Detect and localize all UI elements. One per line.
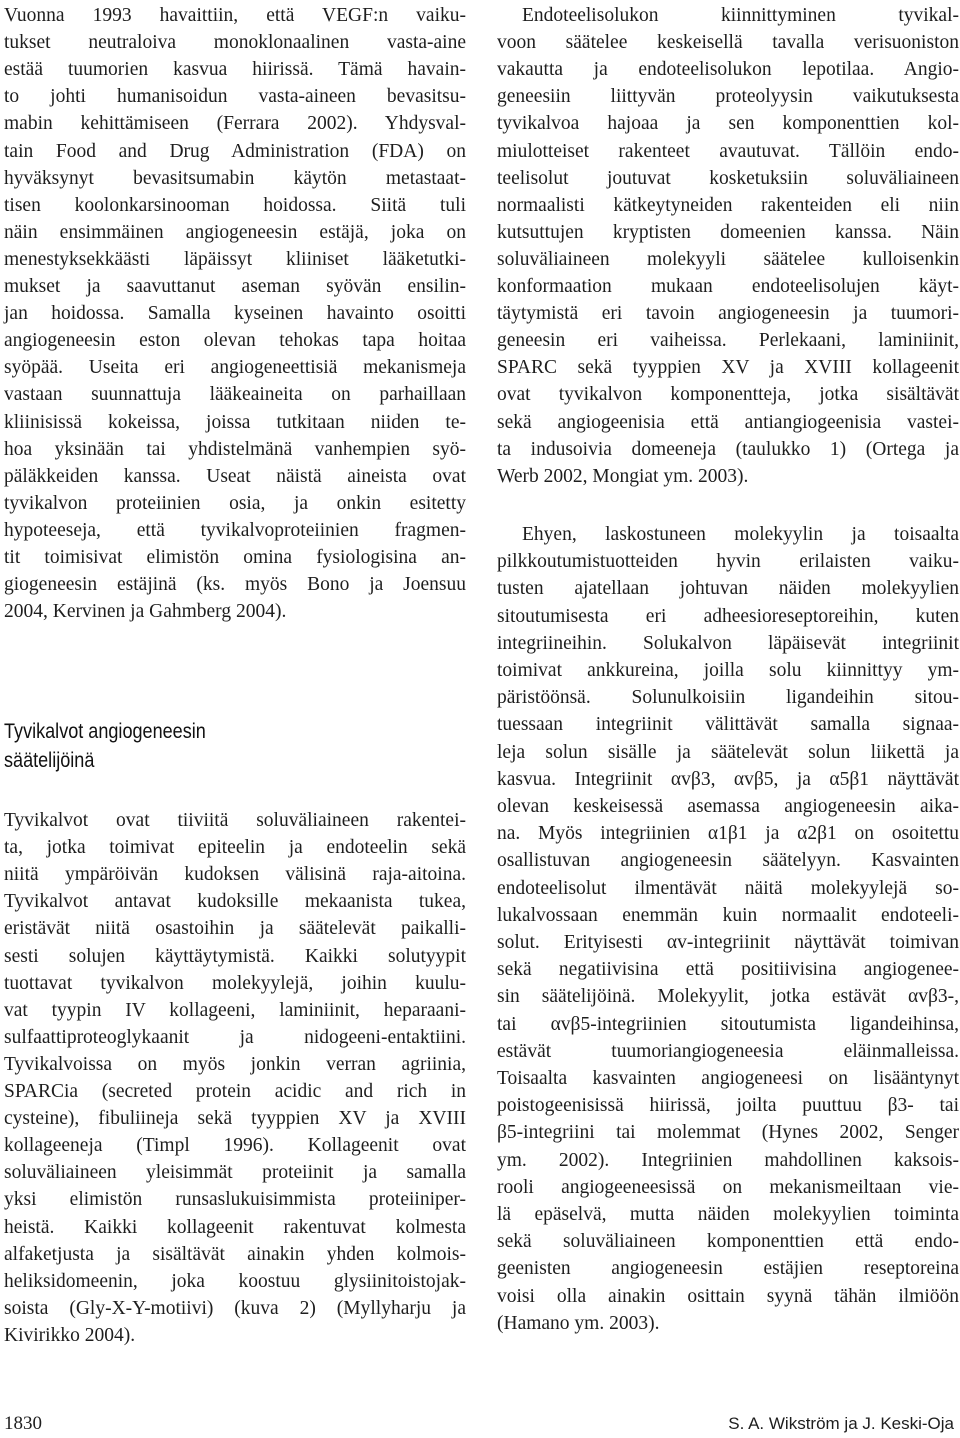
body-text-line: olevan keskeisessä asemassa angiogeneesin aika- — [497, 796, 959, 817]
body-text-line: tusten ajatellaan johtuvan näiden molekyylien — [497, 578, 959, 600]
body-text-line: estää tuumorien kasvua hiirissä. Tämä havain- — [4, 59, 466, 81]
body-text-line: menestyksekkäästi läpäissyt kliiniset lääketutki- — [4, 248, 466, 270]
body-text-line: Toisaalta kasvainten angiogeneesi on lisääntynyt — [497, 1068, 959, 1089]
body-text-line: Kivirikko 2004). — [4, 1324, 136, 1346]
body-text-line: näin ensimmäinen angiogeneesin estäjä, joka on — [4, 221, 466, 243]
body-text-line: Ehyen, laskostuneen molekyylin ja toisaalta — [522, 524, 959, 545]
body-text-line: Werb 2002, Mongiat ym. 2003). — [497, 465, 749, 487]
body-text-line: tit toimisivat elimistön omina fysiologisina an- — [4, 547, 466, 568]
body-text-line: β5-integriini tai molemmat (Hynes 2002, Senger — [497, 1122, 959, 1144]
body-text-line: endoteelisolut ilmentävät näitä molekyylejä so- — [497, 877, 959, 899]
body-text-line: heistä. Kaikki kollageenit rakentuvat kolmesta — [4, 1216, 466, 1238]
body-text-line: vakautta ja endoteelisolukon lepotilaa. Angio- — [497, 59, 959, 81]
body-text-line: voon säätelee keskeisellä tavalla verisuoniston — [497, 32, 959, 54]
body-text-line: geenisten angiogeneesin estäjien reseptoreina — [497, 1258, 959, 1280]
body-text-line: hypoteeseja, että tyvikalvoproteiinien fragmen- — [4, 519, 466, 541]
running-author: S. A. Wikström ja J. Keski-Oja — [728, 1414, 954, 1433]
body-text-line: pilkkoutumistuotteiden hyvin erilaisten vaiku- — [497, 551, 959, 573]
body-text-line: osallistuvan angiogeneesin säätelyyn. Kasvainten — [497, 850, 959, 872]
body-text-line: angiogeneesin eston olevan tehokas tapa hoitaa — [4, 330, 466, 352]
body-text-line: SPARCia (secreted protein acidic and rich in — [4, 1081, 466, 1102]
body-text-line: alfaketjusta ja sisältävät ainakin yhden kolmois- — [4, 1243, 466, 1265]
body-text-line: lä epäselvä, mutta näiden molekyylien toiminta — [497, 1204, 959, 1225]
body-text-line: soluväliaineen yleisimmät proteiinit ja samalla — [4, 1162, 466, 1184]
body-text-line: päläkkeiden kanssa. Useat näistä aineista ovat — [4, 465, 466, 487]
body-text-line: poistogeenisissä hiirissä, joilta puuttuu β3- tai — [497, 1095, 959, 1117]
body-text-line: sitoutumisesta eri adheesioreseptoreihin, kuten — [497, 605, 959, 627]
body-text-line: tain Food and Drug Administration (FDA) on — [4, 140, 466, 162]
body-text-line: lukalvossaan enemmän kuin normaalit endoteeli- — [497, 904, 959, 926]
body-text-line: rooli angiogeeneesissä on mekanismeiltaan vie- — [497, 1176, 959, 1198]
body-text-line: Vuonna 1993 havaittiin, että VEGF:n vaiku- — [4, 5, 466, 26]
body-text-line: soista (Gly-X-Y-motiivi) (kuva 2) (Myllyharju ja — [4, 1297, 466, 1319]
body-text-line: kliinisissä kokeissa, joissa tutkitaan niiden te- — [4, 411, 466, 433]
body-text-line: jan hoidossa. Samalla kyseinen havainto osoitti — [4, 303, 466, 325]
body-text-line: geneesiin liittyvän proteolyysin vaikutuksesta — [497, 86, 959, 108]
body-text-line: syöpää. Useita eri angiogeneettisiä mekanismeja — [4, 357, 466, 379]
body-text-line: konformaation mukaan endoteelisolujen käyt- — [497, 276, 959, 297]
section-heading: Tyvikalvot angiogeneesin — [4, 720, 206, 743]
body-text-line: Endoteelisolukon kiinnittyminen tyvikal- — [522, 5, 959, 26]
body-text-line: ovat tyvikalvon komponentteja, jotka sisältävät — [497, 384, 959, 406]
body-text-line: cysteine), fibuliineja sekä tyyppien XV ja XVIII — [4, 1108, 466, 1130]
body-text-line: leja solun sisälle ja säätelevät solun liikettä ja — [497, 741, 959, 763]
body-text-line: 2004, Kervinen ja Gahmberg 2004). — [4, 601, 287, 623]
body-text-line: sin säätelijöinä. Molekyylit, jotka estävät αvβ3-, — [497, 986, 959, 1008]
body-text-line: tai αvβ5-integriinien sitoutumista ligandeihinsa, — [497, 1013, 959, 1035]
body-text-line: tyvikalvon proteiinien osia, ja onkin esitetty — [4, 492, 466, 514]
body-text-line: sulfaattiproteoglykaanit ja nidogeeni-entaktiini. — [4, 1026, 466, 1048]
body-text-line: kutsuttujen kryptisten domeenien kanssa. Näin — [497, 221, 959, 243]
body-text-line: to johti humanisoidun vasta-aineen bevasitsu- — [4, 86, 466, 108]
body-text-line: Tyvikalvot antavat kudoksille mekaanista tukea, — [4, 891, 466, 913]
body-text-line: ym. 2002). Integriinien mahdollinen kaksois- — [497, 1149, 959, 1171]
body-text-line: voisi olla ainakin osittain syynä tähän ilmiöön — [497, 1285, 959, 1307]
body-text-line: tisen koolonkarsinooman hoidossa. Siitä tuli — [4, 194, 466, 216]
body-text-line: giogeneesin estäjinä (ks. myös Bono ja Joensuu — [4, 574, 466, 596]
body-text-line: sekä angiogeenisia että antiangiogeenisia vastei- — [497, 411, 959, 433]
body-text-line: täytymistä eri tavoin angiogeneesin ja tuumori- — [497, 303, 959, 325]
body-text-line: estävät tuumoriangiogeneesia eläinmalleissa. — [497, 1040, 959, 1062]
body-text-line: Tyvikalvot ovat tiiviitä soluväliaineen rakentei- — [4, 810, 466, 831]
body-text-line: tuottavat tyvikalvon molekyylejä, joihin kuulu- — [4, 972, 466, 994]
body-text-line: tyvikalvoa hajoaa ja sen komponenttien kol- — [497, 113, 959, 135]
body-text-line: miulotteiset rakenteet avautuvat. Tällöin endo- — [497, 140, 959, 162]
body-text-line: mabin kehittämiseen (Ferrara 2002). Yhdysval- — [4, 113, 466, 135]
body-text-line: Tyvikalvoissa on myös jonkin verran agriinia, — [4, 1053, 466, 1075]
body-text-line: vat tyypin IV kollageeni, laminiinit, heparaani- — [4, 999, 466, 1021]
body-text-line: kasvua. Integriinit αvβ3, αvβ5, ja α5β1 näyttävät — [497, 768, 959, 790]
body-text-line: sekä negatiivisina että positiivisina angiogenee- — [497, 959, 959, 981]
body-text-line: heliksidomeenin, joka koostuu glysiinitoistojak- — [4, 1270, 466, 1292]
body-text-line: hyväksynyt bevasitsumabin käytön metastaat- — [4, 167, 466, 189]
body-text-line: teelisolut joutuvat kosketuksiin soluväliaineen — [497, 167, 959, 189]
body-text-line: integriineihin. Solukalvon läpäisevät integriinit — [497, 632, 959, 654]
body-text-line: (Hamano ym. 2003). — [497, 1312, 660, 1334]
body-text-line: toimivat ankkureina, joilla solu kiinnittyy ym- — [497, 660, 959, 681]
body-text-line: SPARC sekä tyyppien XV ja XVIII kollageenit — [497, 357, 959, 379]
section-heading: säätelijöinä — [4, 749, 95, 772]
body-text-line: soluväliaineen molekyyli säätelee kulloisenkin — [497, 248, 959, 270]
body-text-line: ta indusoivia domeeneja (taulukko 1) (Ortega ja — [497, 438, 959, 460]
body-text-line: kollageeneja (Timpl 1996). Kollageenit ovat — [4, 1135, 466, 1157]
body-text-line: niitä ympäröivän kudoksen välisinä raja-aitoina. — [4, 864, 466, 886]
page-number: 1830 — [4, 1413, 42, 1434]
body-text-line: geneesin eri vaiheissa. Perlekaani, laminiinit, — [497, 330, 959, 352]
body-text-line: tuessaan integriinit välittävät samalla signaa- — [497, 714, 959, 736]
body-text-line: sesti solujen käyttäytymistä. Kaikki solutyypit — [4, 945, 466, 967]
body-text-line: mukset ja saavuttanut aseman syövän ensilin- — [4, 276, 466, 297]
body-text-line: na. Myös integriinien α1β1 ja α2β1 on osoitettu — [497, 823, 959, 845]
body-text-line: päristöönsä. Solunulkoisiin ligandeihin sitou- — [497, 687, 959, 709]
body-text-line: yksi elimistön runsaslukuisimmista proteiiniper- — [4, 1189, 466, 1211]
body-text-line: ta, jotka toimivat epiteelin ja endoteelin sekä — [4, 837, 466, 859]
body-text-line: normaalisti kätkeytyneiden rakenteiden eli niin — [497, 194, 959, 216]
body-text-line: sekä soluväliaineen komponenttien että endo- — [497, 1231, 959, 1253]
body-text-line: vastaan suunnattuja lääkeaineita on parhaillaan — [4, 384, 466, 406]
body-text-line: eristävät niitä osastoihin ja säätelevät paikalli- — [4, 918, 466, 940]
body-text-line: solut. Erityisesti αv-integriinit näyttävät toimivan — [497, 932, 959, 953]
body-text-line: hoa yksinään tai yhdistelmänä vanhempien syö- — [4, 438, 466, 460]
body-text-line: tukset neutraloiva monoklonaalinen vasta-aine — [4, 32, 466, 54]
